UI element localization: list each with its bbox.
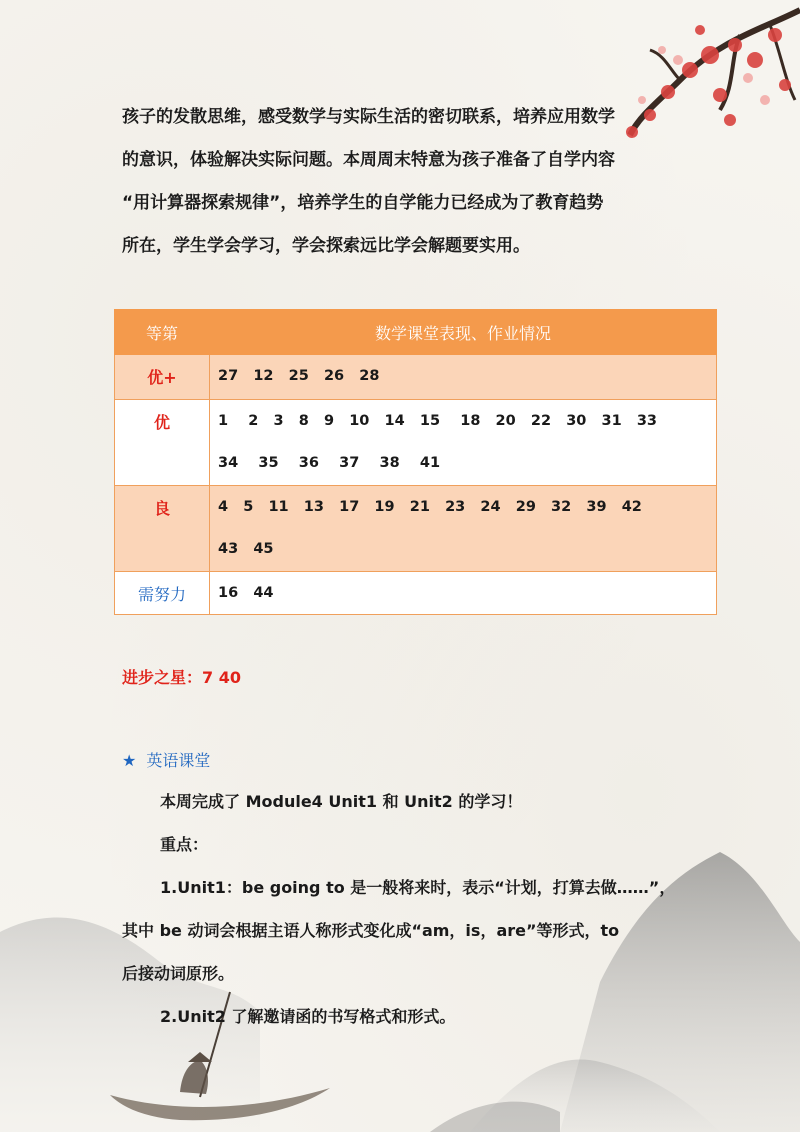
grade-cell	[115, 355, 210, 400]
table-row	[115, 355, 717, 400]
student-numbers-cell	[210, 400, 717, 486]
student-numbers-cell	[210, 572, 717, 615]
english-key-points-label: 重点：	[160, 835, 209, 854]
progress-star-text: 进步之星：7 40	[122, 668, 241, 687]
student-numbers: 16 44	[218, 585, 274, 601]
header-grade: 等第	[115, 310, 210, 355]
point-line: 1.Unit1：be going to 是一般将来时，表示“计划，打算去做……”，	[160, 878, 676, 897]
point-line: 其中 be 动词会根据主语人称形式变化成“am，is，are”等形式，to	[122, 921, 620, 940]
table-row	[115, 400, 717, 486]
student-numbers: 1 2 3 8 9 10 14 15 18 20 22 30 31 33	[218, 413, 658, 429]
student-numbers-cell	[210, 486, 717, 572]
intro-line: 所在，学生学会学习，学会探索远比学会解题要实用。	[122, 236, 530, 256]
table-header-row	[115, 310, 717, 355]
grade-label: 需努力	[137, 585, 186, 604]
grade-cell	[115, 572, 210, 615]
student-numbers: 27 12 25 26 28	[218, 368, 380, 384]
intro-paragraph	[122, 96, 682, 268]
english-section-heading	[122, 748, 210, 771]
english-summary: 本周完成了 Module4 Unit1 和 Unit2 的学习！	[160, 792, 523, 811]
section-title: 英语课堂	[146, 751, 211, 770]
table-row	[115, 486, 717, 572]
grade-label: 优	[153, 413, 170, 432]
intro-line: “用计算器探索规律”，培养学生的自学能力已经成为了教育趋势	[122, 193, 604, 213]
student-numbers: 34 35 36 37 38 41	[218, 455, 441, 471]
intro-line: 孩子的发散思维，感受数学与实际生活的密切联系，培养应用数学	[122, 107, 615, 127]
grade-label: 优+	[147, 368, 177, 387]
math-grades-table	[114, 309, 717, 615]
point-line: 后接动词原形。	[122, 964, 235, 983]
english-point-1	[122, 866, 682, 995]
star-icon: ★	[122, 751, 137, 770]
grade-label: 良	[153, 499, 170, 518]
english-point-2: 2.Unit2 了解邀请函的书写格式和形式。	[160, 1007, 456, 1026]
intro-line: 的意识，体验解决实际问题。本周周末特意为孩子准备了自学内容	[122, 150, 615, 170]
header-detail: 数学课堂表现、作业情况	[210, 310, 717, 355]
student-numbers: 4 5 11 13 17 19 21 23 24 29 32 39 42	[218, 499, 642, 515]
grade-cell	[115, 400, 210, 486]
student-numbers-cell	[210, 355, 717, 400]
grade-cell	[115, 486, 210, 572]
student-numbers: 43 45	[218, 541, 274, 557]
table-row	[115, 572, 717, 615]
